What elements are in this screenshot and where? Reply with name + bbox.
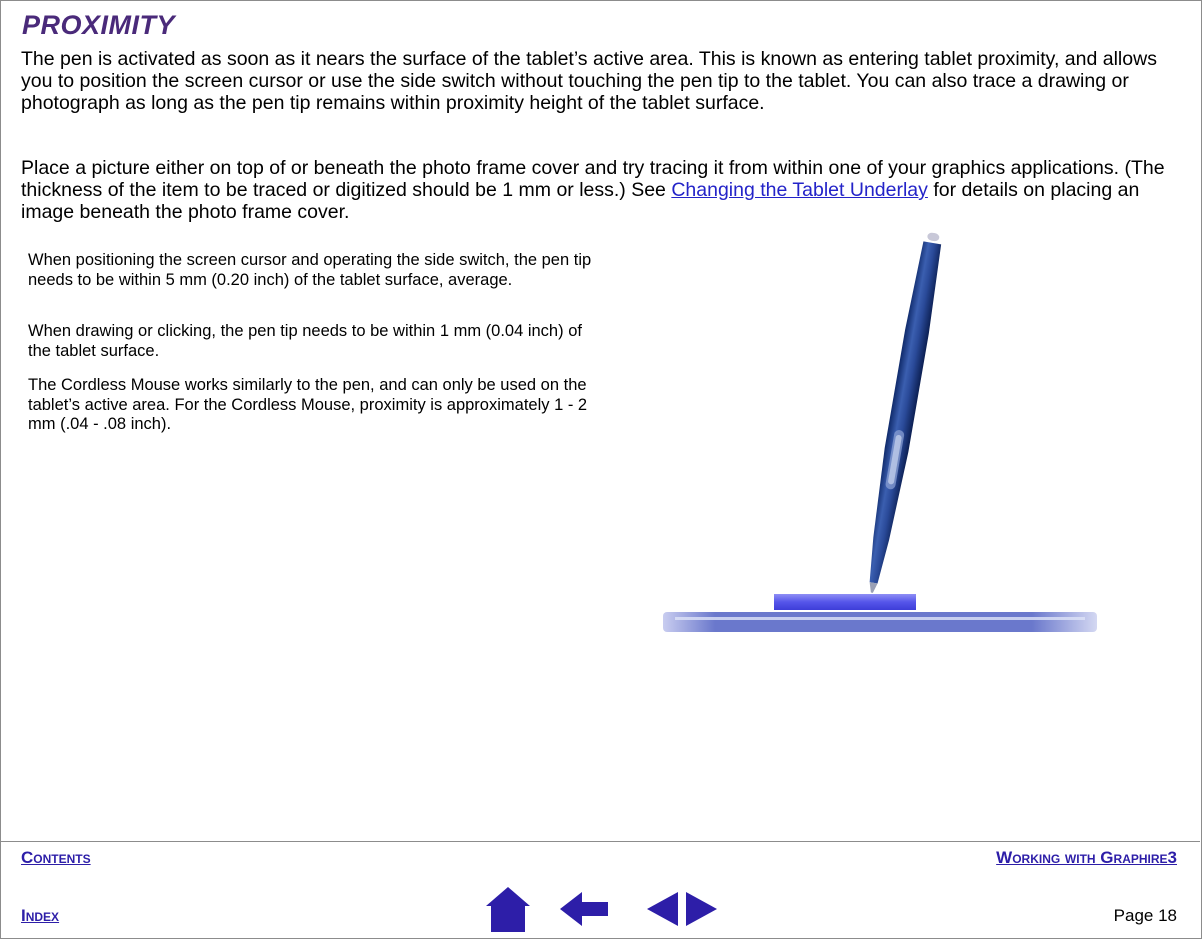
index-link[interactable]: Index — [21, 906, 60, 925]
page-number: Page 18 — [1113, 906, 1177, 925]
changing-tablet-underlay-link[interactable]: Changing the Tablet Underlay — [671, 179, 928, 201]
tablet-surface — [663, 612, 1097, 632]
tracing-paragraph — [21, 157, 1186, 223]
note-mouse-proximity: The Cordless Mouse works similarly to the pen, and can only be used on the tablet’s active area. For the Cordless Mouse, proximity is approximately 1 - 2 mm (.04 - .08 inch). — [28, 376, 588, 433]
previous-page-icon[interactable] — [645, 884, 681, 934]
next-page-icon[interactable] — [683, 884, 719, 934]
note-drawing-proximity: When drawing or clicking, the pen tip needs to be within 1 mm (0.04 inch) of the tablet surface. — [28, 322, 582, 360]
back-arrow-icon[interactable] — [558, 884, 610, 934]
footer-divider — [1, 841, 1200, 842]
contents-link[interactable]: Contents — [21, 848, 91, 867]
intro-paragraph: The pen is activated as soon as it nears the surface of the tablet’s active area. This is known as entering tablet proximity, and allows you to position the screen cursor or use the side switch without touching the pen tip to the tablet. You can also trace a drawing or photograph as long as the pen tip remains within proximity height of the tablet surface. — [21, 48, 1157, 114]
tracing-text-before: Place a picture either on top of or beneath the photo frame cover and try tracing it from within one of your graphics applications. (The thickness of the item to be traced or digitized should be 1 mm or less.) See — [21, 157, 1165, 201]
section-link[interactable]: Working with Graphire3 — [996, 848, 1177, 867]
pen-proximity-illustration — [655, 225, 1105, 645]
page-title: PROXIMITY — [22, 10, 176, 40]
proximity-zone — [774, 594, 916, 610]
tracing-text-after: for details on placing an image beneath the photo frame cover. — [21, 179, 1140, 223]
home-icon[interactable] — [483, 884, 533, 934]
note-cursor-proximity: When positioning the screen cursor and operating the side switch, the pen tip needs to be within 5 mm (0.20 inch) of the tablet surface, average. — [28, 251, 592, 289]
pen-graphic — [860, 231, 946, 595]
